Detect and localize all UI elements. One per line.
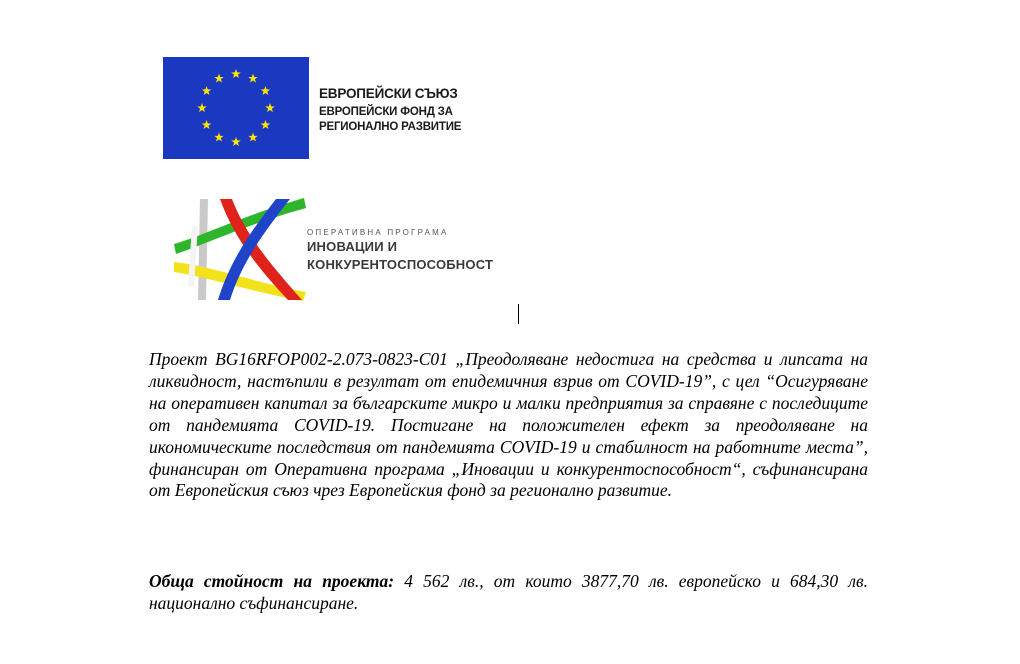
project-description: Проект BG16RFOP002-2.073-0823-C01 „Преодоляване недостига на средства и липсата на ликвидност, настъпили в резултат от епидемичния взрив от COVID-19”, с цел “Осигуряване на оперативен капитал за българските микро и малки предприятия за справяне с последиците от пандемията COVID-19. Постигане на положителен ефект за преодоляване на икономическите последствия от пандемията COVID-19 и стабилност на работните места”, финансиран от Оперативна програма „Иновации и конкурентоспособност“, съфинансирана от Европейския съюз чрез Европейския фонд за регионално развитие. — [149, 349, 868, 501]
op-programme-title-line2: КОНКУРЕНТОСПОСОБНОСТ — [307, 257, 494, 272]
eu-fund-label-line2: РЕГИОНАЛНО РАЗВИТИЕ — [319, 121, 462, 133]
eu-flag-icon — [163, 57, 309, 159]
eu-fund-label-line1: ЕВРОПЕЙСКИ ФОНД ЗА — [319, 106, 453, 118]
operational-programme-logo — [172, 196, 532, 304]
project-value-text: 4 562 лв., от които 3877,70 лв. европейско и 684,30 лв. национално съфинансиране. — [149, 571, 868, 613]
eu-logo — [163, 57, 493, 159]
project-value-label: Обща стойност на проекта: — [149, 571, 395, 591]
eu-union-label: ЕВРОПЕЙСКИ СЪЮЗ — [319, 86, 458, 101]
op-programme-title-line1: ИНОВАЦИИ И — [307, 239, 398, 254]
project-value-paragraph — [149, 570, 868, 614]
op-programme-caption: ОПЕРАТИВНА ПРОГРАМА — [307, 228, 449, 237]
innovation-programme-emblem-icon — [172, 196, 308, 304]
text-cursor — [518, 304, 519, 324]
